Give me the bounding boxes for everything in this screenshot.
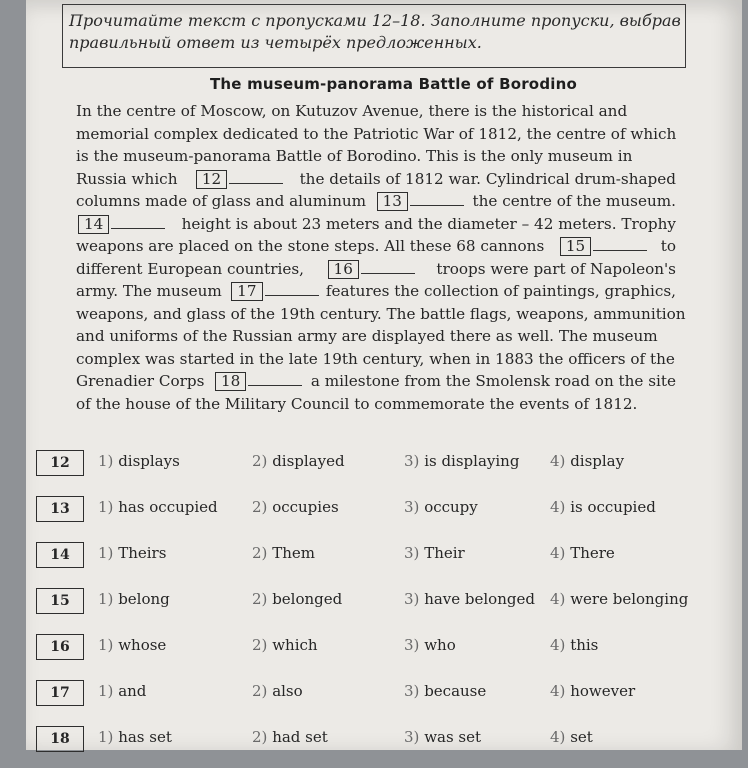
passage-text-segment: the centre of the museum. xyxy=(472,192,676,210)
passage-text-segment: features the collection of paintings, graphics, xyxy=(325,282,676,300)
passage-line xyxy=(76,100,676,123)
passage-text-segment: columns made of glass and aluminum xyxy=(76,192,367,210)
instruction-box xyxy=(62,4,686,68)
passage-text-segment: troops were part of Napoleon's xyxy=(436,259,676,278)
question-number-box: 16 xyxy=(36,634,84,660)
passage-text-segment: height is about 23 meters and the diameter – 42 meters. Trophy xyxy=(181,214,676,233)
option-text: is occupied xyxy=(570,498,656,516)
option-2[interactable] xyxy=(252,728,328,746)
passage-text-segment: a milestone from the Smolensk road on the site xyxy=(310,372,676,390)
question-row-15 xyxy=(36,584,716,630)
answer-options xyxy=(36,446,716,768)
passage-line xyxy=(76,303,686,326)
option-text: because xyxy=(424,682,487,700)
gap-number-box: 18 xyxy=(215,372,246,391)
option-marker: 1) xyxy=(98,636,114,654)
gap-blank xyxy=(248,371,302,386)
option-text: also xyxy=(272,682,303,700)
option-marker: 1) xyxy=(98,498,114,516)
question-row-12 xyxy=(36,446,716,492)
option-4[interactable] xyxy=(550,728,593,746)
option-text: has set xyxy=(118,728,172,746)
question-number-box: 18 xyxy=(36,726,84,752)
option-text: had set xyxy=(272,728,328,746)
passage-text-line: memorial complex dedicated to the Patriotic War of 1812, the centre of which xyxy=(76,124,677,143)
option-text: displayed xyxy=(272,452,345,470)
option-marker: 3) xyxy=(404,590,420,608)
option-marker: 3) xyxy=(404,728,420,746)
instruction-line-1: Прочитайте текст с пропусками 12–18. Заполните пропуски, выбрав xyxy=(69,11,681,30)
question-row-13 xyxy=(36,492,716,538)
option-text: Their xyxy=(424,544,465,562)
passage-line xyxy=(76,280,676,303)
gap-12 xyxy=(194,168,283,191)
option-3[interactable] xyxy=(404,544,465,562)
passage-line xyxy=(76,145,676,168)
option-1[interactable] xyxy=(98,452,180,470)
gap-blank xyxy=(410,191,464,206)
question-row-16 xyxy=(36,630,716,676)
option-4[interactable] xyxy=(550,636,598,654)
option-2[interactable] xyxy=(252,544,315,562)
option-3[interactable] xyxy=(404,682,486,700)
passage-text-segment: to xyxy=(660,237,676,255)
option-2[interactable] xyxy=(252,452,345,470)
passage-line xyxy=(76,370,676,393)
option-text: who xyxy=(424,636,456,654)
option-text: was set xyxy=(424,728,482,746)
question-row-14 xyxy=(36,538,716,584)
option-text: Them xyxy=(272,544,315,562)
passage-line xyxy=(76,258,676,281)
option-marker: 2) xyxy=(252,544,268,562)
question-number-box: 13 xyxy=(36,496,84,522)
option-text: this xyxy=(570,636,599,654)
passage-text-line: is the museum-panorama Battle of Borodino. This is the only museum in xyxy=(76,147,633,165)
option-marker: 3) xyxy=(404,636,420,654)
option-text: display xyxy=(570,452,625,470)
gap-16 xyxy=(326,258,415,281)
passage-line xyxy=(76,348,676,371)
passage-text-segment: weapons are placed on the stone steps. All these 68 cannons xyxy=(76,237,545,255)
question-row-17 xyxy=(36,676,716,722)
page-title: The museum-panorama Battle of Borodino xyxy=(210,75,577,93)
passage-line xyxy=(76,393,676,416)
option-text: were belonging xyxy=(570,590,689,608)
passage-text-segment: Grenadier Corps xyxy=(76,372,205,390)
option-marker: 4) xyxy=(550,498,566,516)
option-1[interactable] xyxy=(98,590,170,608)
option-marker: 2) xyxy=(252,590,268,608)
gap-18 xyxy=(213,370,302,393)
gap-number-box: 12 xyxy=(196,170,227,189)
passage-text-line: and uniforms of the Russian army are displayed there as well. The museum xyxy=(76,327,658,345)
option-marker: 4) xyxy=(550,452,566,470)
option-marker: 3) xyxy=(404,544,420,562)
passage-line xyxy=(76,325,676,348)
option-3[interactable] xyxy=(404,498,478,516)
passage-text-segment: different European countries, xyxy=(76,259,305,278)
gap-17 xyxy=(229,280,318,303)
instruction-line-2: правильный ответ из четырёх предложенных. xyxy=(69,33,482,52)
option-1[interactable] xyxy=(98,728,172,746)
option-marker: 3) xyxy=(404,452,420,470)
gap-number-box: 16 xyxy=(328,260,359,279)
passage-line xyxy=(76,235,676,258)
option-3[interactable] xyxy=(404,452,519,470)
gap-blank xyxy=(111,214,165,229)
option-text: has occupied xyxy=(118,498,218,516)
option-marker: 2) xyxy=(252,452,268,470)
option-text: occupy xyxy=(424,498,478,516)
passage-line xyxy=(76,123,676,146)
passage-text-segment: the details of 1812 war. Cylindrical drum-shaped xyxy=(299,169,676,188)
passage-text-line: complex was started in the late 19th century, when in 1883 the officers of the xyxy=(76,349,675,368)
option-marker: 2) xyxy=(252,636,268,654)
gap-blank xyxy=(593,236,647,251)
option-marker: 2) xyxy=(252,728,268,746)
option-4[interactable] xyxy=(550,682,635,700)
option-marker: 4) xyxy=(550,636,566,654)
option-marker: 1) xyxy=(98,544,114,562)
option-3[interactable] xyxy=(404,590,535,608)
option-4[interactable] xyxy=(550,544,615,562)
passage-text-line: weapons, and glass of the 19th century. The battle flags, weapons, ammunition xyxy=(76,304,686,323)
option-text: is displaying xyxy=(424,452,520,470)
gap-number-box: 17 xyxy=(231,282,262,301)
gap-number-box: 15 xyxy=(560,237,591,256)
option-2[interactable] xyxy=(252,590,342,608)
option-text: set xyxy=(570,728,593,746)
option-text: There xyxy=(570,544,615,562)
option-1[interactable] xyxy=(98,636,166,654)
passage-line xyxy=(76,168,676,191)
option-marker: 3) xyxy=(404,498,420,516)
passage-text-segment: army. The museum xyxy=(76,282,222,300)
option-text: belonged xyxy=(272,590,343,608)
gap-number-box: 14 xyxy=(78,215,109,234)
option-marker: 1) xyxy=(98,728,114,746)
worksheet-page xyxy=(26,0,742,750)
gap-14 xyxy=(76,213,165,236)
option-text: which xyxy=(272,636,318,654)
gap-15 xyxy=(558,235,647,258)
option-text: Theirs xyxy=(118,544,167,562)
option-marker: 2) xyxy=(252,682,268,700)
passage-text-segment: Russia which xyxy=(76,169,178,188)
question-row-18 xyxy=(36,722,716,768)
option-text: occupies xyxy=(272,498,339,516)
option-marker: 3) xyxy=(404,682,420,700)
option-2[interactable] xyxy=(252,682,303,700)
gap-blank xyxy=(361,259,415,274)
option-2[interactable] xyxy=(252,636,318,654)
option-1[interactable] xyxy=(98,682,146,700)
option-2[interactable] xyxy=(252,498,339,516)
option-marker: 4) xyxy=(550,682,566,700)
option-text: belong xyxy=(118,590,170,608)
passage-text-line: of the house of the Military Council to commemorate the events of 1812. xyxy=(76,394,638,413)
option-1[interactable] xyxy=(98,544,166,562)
option-text: displays xyxy=(118,452,180,470)
option-text: have belonged xyxy=(424,590,535,608)
passage-line xyxy=(76,213,676,236)
question-number-box: 15 xyxy=(36,588,84,614)
option-marker: 1) xyxy=(98,682,114,700)
option-text: and xyxy=(118,682,147,700)
option-marker: 1) xyxy=(98,452,114,470)
gap-number-box: 13 xyxy=(377,192,408,211)
option-4[interactable] xyxy=(550,498,656,516)
option-1[interactable] xyxy=(98,498,218,516)
passage-line xyxy=(76,190,676,213)
question-number-box: 12 xyxy=(36,450,84,476)
option-4[interactable] xyxy=(550,452,624,470)
question-number-box: 17 xyxy=(36,680,84,706)
gap-blank xyxy=(229,169,283,184)
passage-text xyxy=(76,100,686,415)
option-text: whose xyxy=(118,636,167,654)
passage-text-line: In the centre of Moscow, on Kutuzov Avenue, there is the historical and xyxy=(76,102,628,120)
gap-13 xyxy=(375,190,464,213)
option-3[interactable] xyxy=(404,728,481,746)
option-marker: 2) xyxy=(252,498,268,516)
option-3[interactable] xyxy=(404,636,456,654)
option-marker: 4) xyxy=(550,590,566,608)
option-marker: 4) xyxy=(550,728,566,746)
option-4[interactable] xyxy=(550,590,688,608)
option-marker: 4) xyxy=(550,544,566,562)
option-text: however xyxy=(570,682,636,700)
option-marker: 1) xyxy=(98,590,114,608)
gap-blank xyxy=(265,281,319,296)
question-number-box: 14 xyxy=(36,542,84,568)
